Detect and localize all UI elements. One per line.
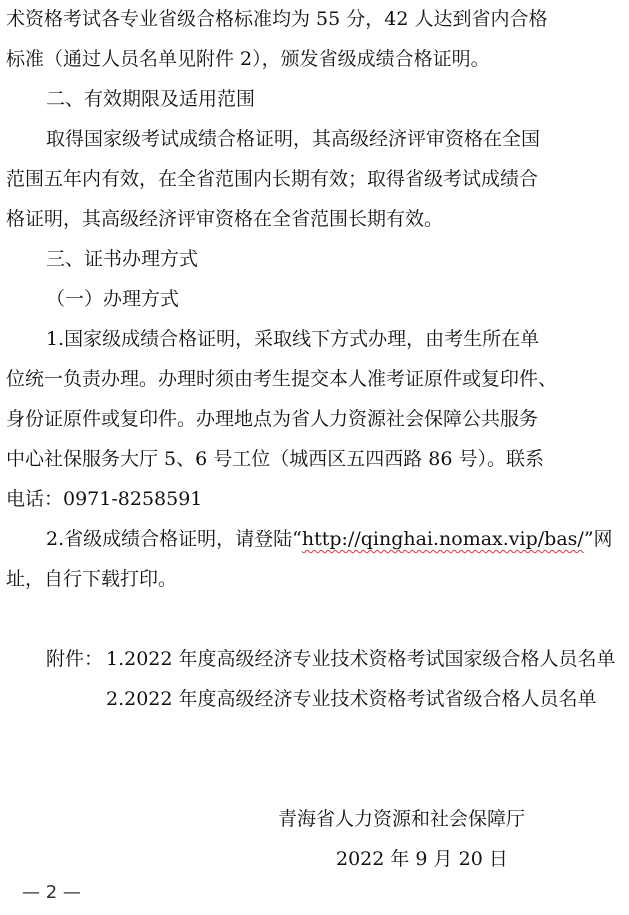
paragraph-line: 身份证原件或复印件。办理地点为省人力资源社会保障公共服务 — [6, 408, 539, 430]
download-instruction-suffix: ”网 — [583, 528, 613, 550]
paragraph-line: 址，自行下载打印。 — [6, 568, 178, 590]
subsection-heading: （一）办理方式 — [46, 288, 180, 310]
paragraph-line: 标准（通过人员名单见附件 2），颁发省级成绩合格证明。 — [6, 48, 490, 70]
download-instruction-prefix: 2.省级成绩合格证明，请登陆“ — [46, 528, 302, 550]
paragraph-line: 1.国家级成绩合格证明，采取线下方式办理，由考生所在单 — [46, 328, 540, 350]
attachment-item: 2.2022 年度高级经济专业技术资格考试省级合格人员名单 — [106, 688, 597, 710]
section-heading: 二、有效期限及适用范围 — [46, 88, 256, 110]
paragraph-line: 位统一负责办理。办理时须由考生提交本人准考证原件或复印件、 — [6, 368, 558, 390]
attachment-item: 1.2022 年度高级经济专业技术资格考试国家级合格人员名单 — [106, 648, 616, 670]
download-instruction-line — [46, 526, 613, 552]
paragraph-line: 中心社保服务大厅 5、6 号工位（城西区五四西路 86 号）。联系 — [6, 448, 545, 470]
phone-line: 电话：0971-8258591 — [6, 488, 203, 510]
paragraph-line: 术资格考试各专业省级合格标准均为 55 分，42 人达到省内合格 — [6, 8, 548, 30]
section-heading: 三、证书办理方式 — [46, 248, 199, 270]
download-url-link[interactable]: http://qinghai.nomax.vip/bas/ — [301, 528, 584, 550]
issue-date: 2022 年 9 月 20 日 — [336, 848, 508, 870]
attachment-label: 附件： — [46, 648, 104, 670]
paragraph-line: 取得国家级考试成绩合格证明，其高级经济评审资格在全国 — [46, 128, 541, 150]
page-number: — 2 — — [22, 882, 81, 903]
paragraph-line: 范围五年内有效，在全省范围内长期有效；取得省级考试成绩合 — [6, 168, 539, 190]
paragraph-line: 格证明，其高级经济评审资格在全省范围长期有效。 — [6, 208, 444, 230]
issuing-organization: 青海省人力资源和社会保障厅 — [278, 808, 526, 830]
